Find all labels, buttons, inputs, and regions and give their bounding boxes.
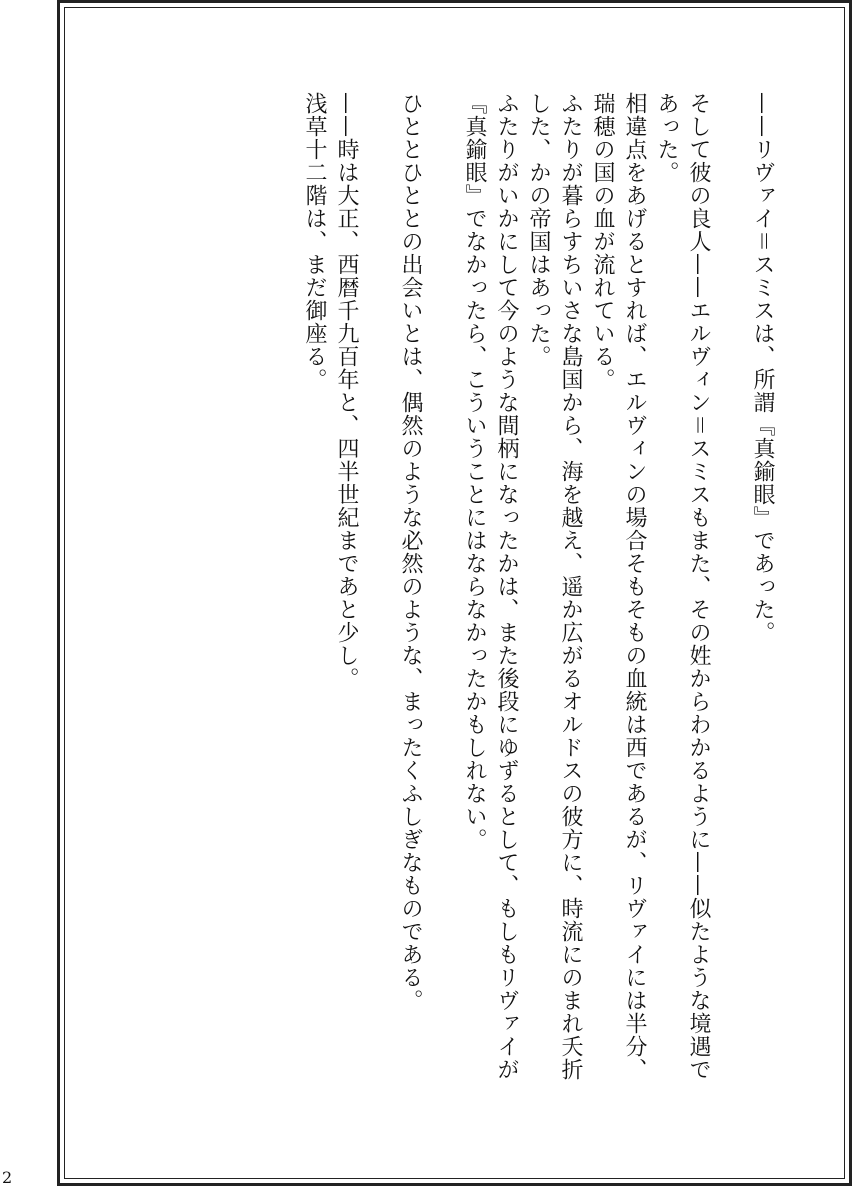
paragraph-4: ふたりが暮らすちいさな島国から、海を越え、遥か広がるオルドスの彼方に、時流にのまれ夭折した、かの帝国はあった。 (526, 92, 583, 1081)
vertical-text-body (200, 92, 778, 1102)
paragraph-6: ひととひととの出会いとは、偶然のような必然のような、まったくふしぎなものである。 (398, 92, 423, 1012)
blank-line-2 (426, 92, 458, 1102)
paragraph-2: そして彼の良人——エルヴィン＝スミスもまた、その姓からわかるように——似たような境遇であった。 (654, 92, 711, 1082)
page-number: 2 (2, 1168, 13, 1187)
blank-line-3 (362, 92, 394, 1102)
paragraph-8: 浅草十二階は、まだ御座る。 (302, 92, 327, 391)
paragraph-3: 相違点をあげるとすれば、エルヴィンの場合そもそもの血統は西であるが、リヴァイには半分、瑞穂の国の血が流れている。 (590, 92, 647, 1081)
blank-line-1 (714, 92, 746, 1102)
paragraph-7: ——時は大正、西暦千九百年と、四半世紀まであと少し。 (334, 92, 359, 690)
paragraph-5: ふたりがいかにして今のような間柄になったかは、また後段にゆずるとして、もしもリヴァイが『真鍮眼』でなかったら、こういうことにはならなかったかもしれない。 (462, 92, 519, 1081)
paragraph-1: ——リヴァイ＝スミスは、所謂『真鍮眼』であった。 (750, 92, 775, 645)
